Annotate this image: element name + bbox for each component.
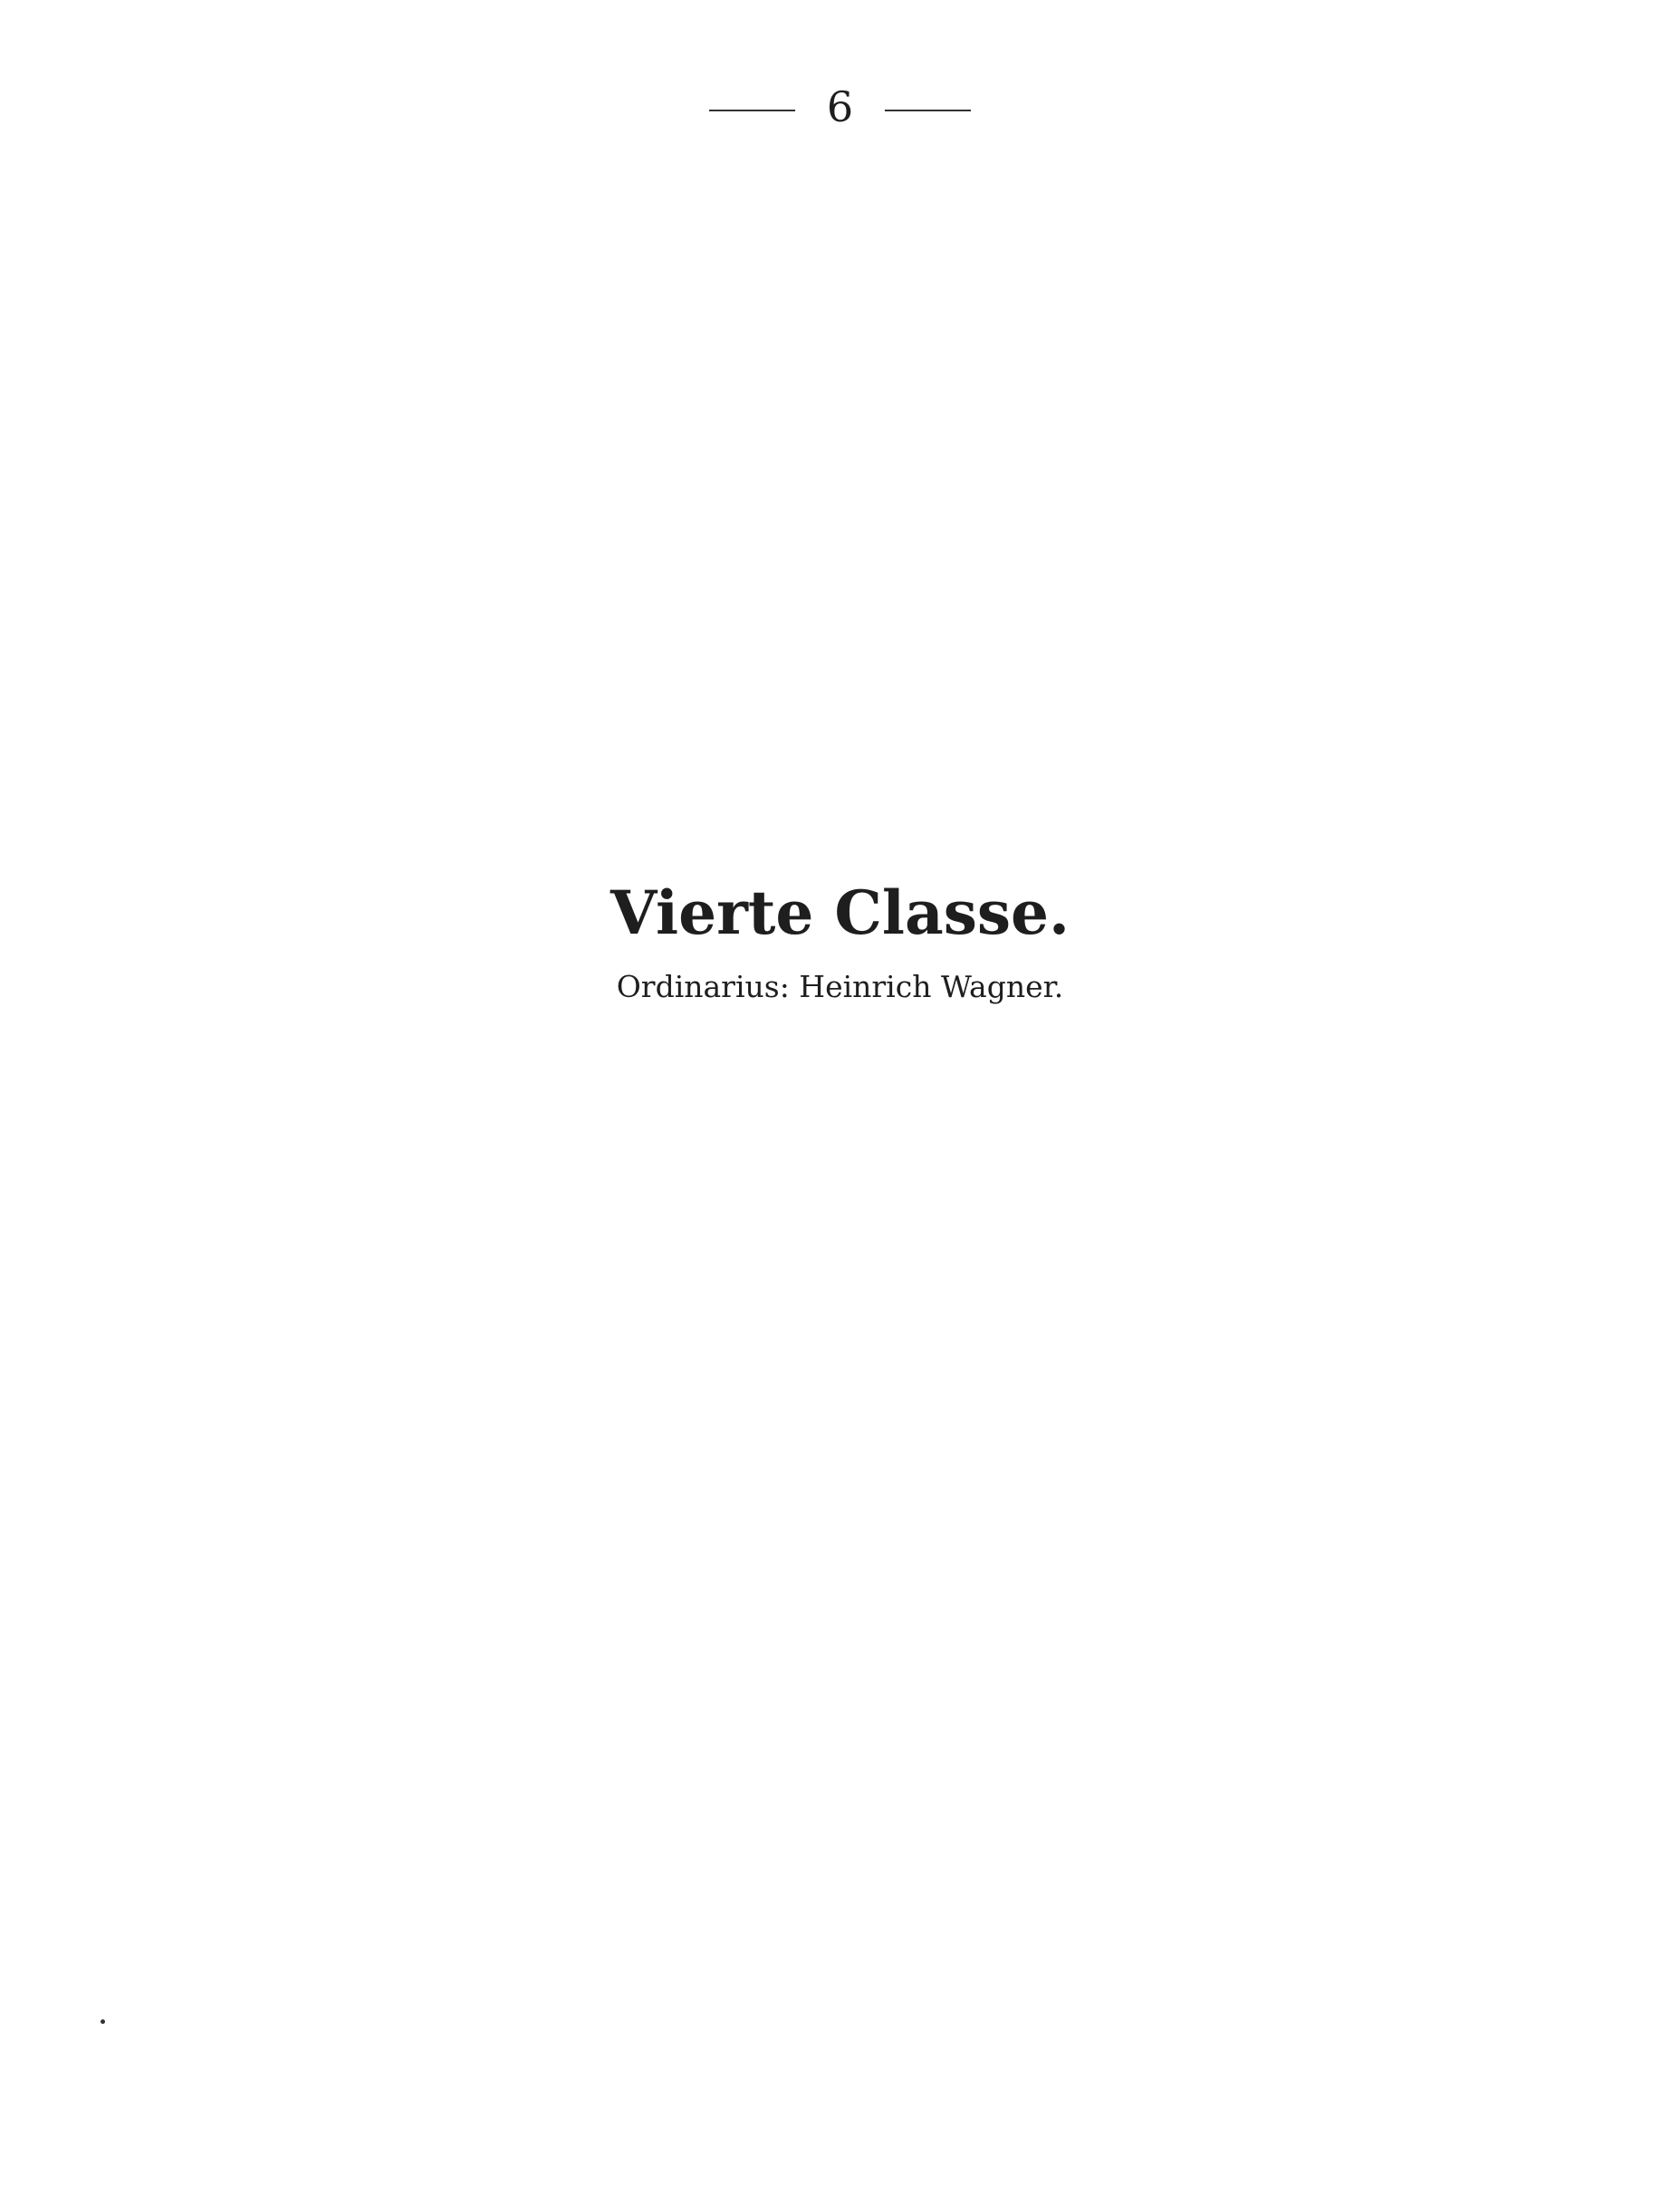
- section-heading: Vierte Classe.: [610, 877, 1070, 948]
- page-number: [0, 80, 1680, 134]
- speck: [101, 2019, 105, 2024]
- ordinarius-line: Ordinarius: Heinrich Wagner.: [616, 969, 1064, 1004]
- page-number-text: 6: [826, 82, 854, 131]
